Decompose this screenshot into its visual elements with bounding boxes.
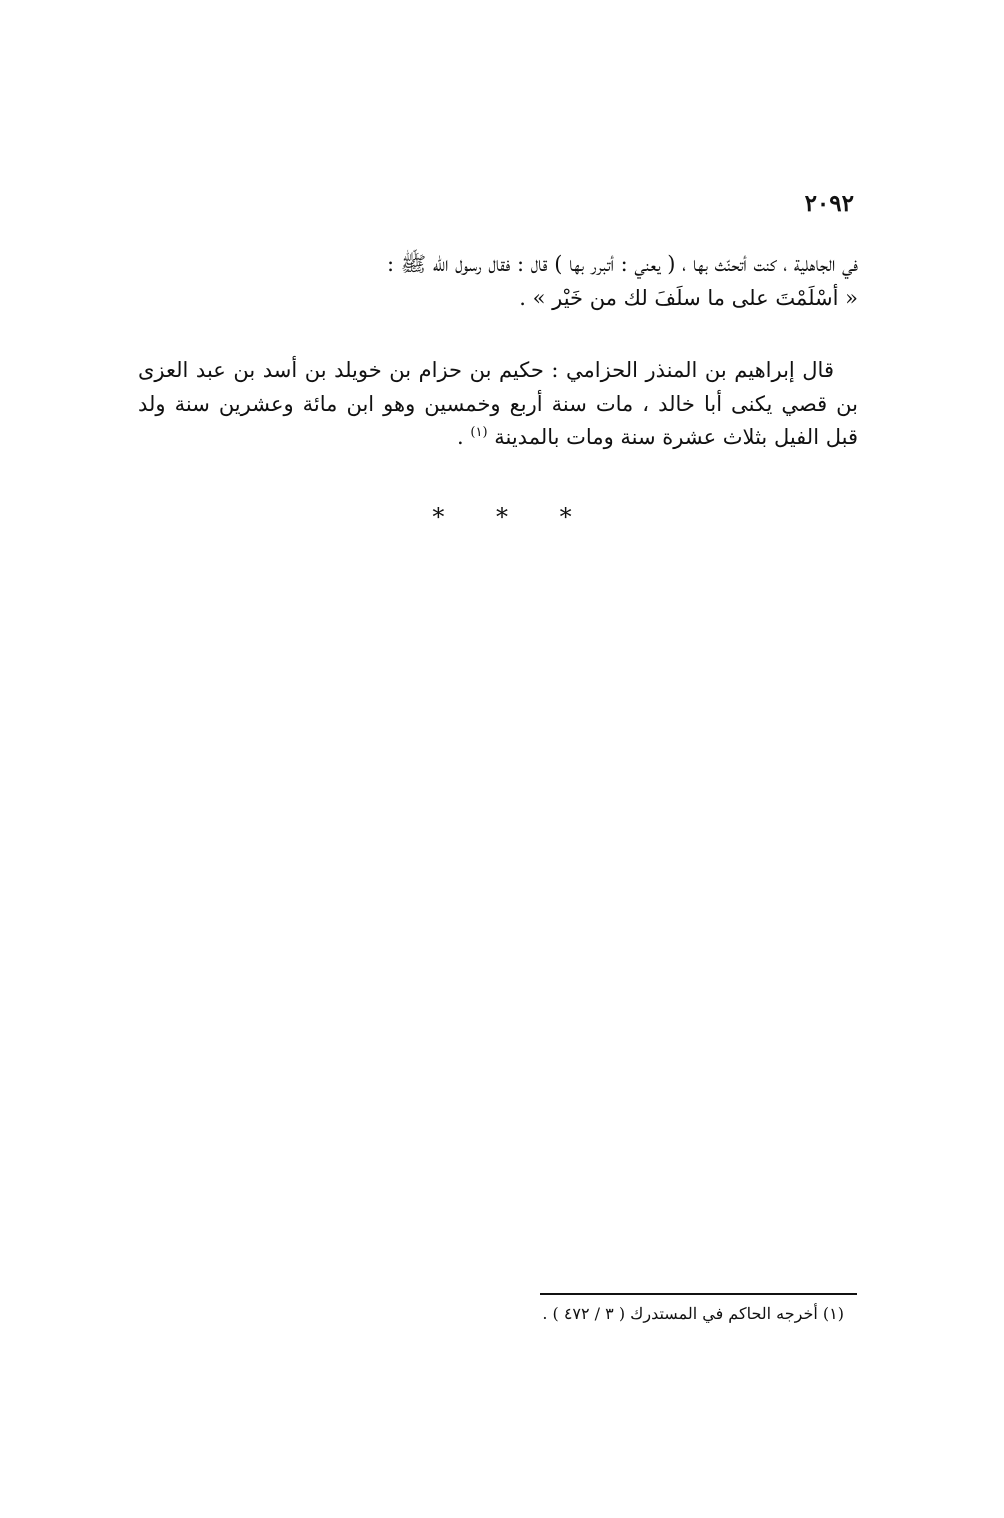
- paragraph-2-text: قال إبراهيم بن المنذر الحزامي : حكيم بن حزام بن خويلد بن أسد بن عبد العزى بن قصي يكنى أبا خالد ، مات سنة أربع وخمسين وهو ابن مائة وعشرين سنة ولد قبل الفيل بثلاث عشرة سنة ومات بالمدينة: [138, 358, 858, 450]
- paragraph-1-line-1: في الجاهلية ، كنت أتحنّث بها ، ( يعني : أتبرر بها ) قال : فقال رسول الله ﷺ :: [386, 252, 858, 276]
- paragraph-1-line-2: « أسْلَمْتَ على ما سلَفَ لك من خَيْر » .: [519, 285, 858, 310]
- page-number: ٢٠٩٢: [804, 190, 854, 217]
- paragraph-1: [138, 248, 858, 315]
- footnote-number: (١): [822, 1304, 844, 1323]
- footnote-text: أخرجه الحاكم في المستدرك ( ٣ / ٤٧٢ ) .: [542, 1304, 818, 1323]
- footnote-rule: [540, 1293, 857, 1295]
- paragraph-2-text-end: .: [457, 425, 471, 450]
- paragraph-2: [138, 354, 858, 455]
- footnote-reference: (١): [470, 425, 488, 441]
- paragraph-2-body: [138, 354, 858, 455]
- footnote: [542, 1304, 844, 1323]
- section-separator: * * *: [432, 503, 594, 531]
